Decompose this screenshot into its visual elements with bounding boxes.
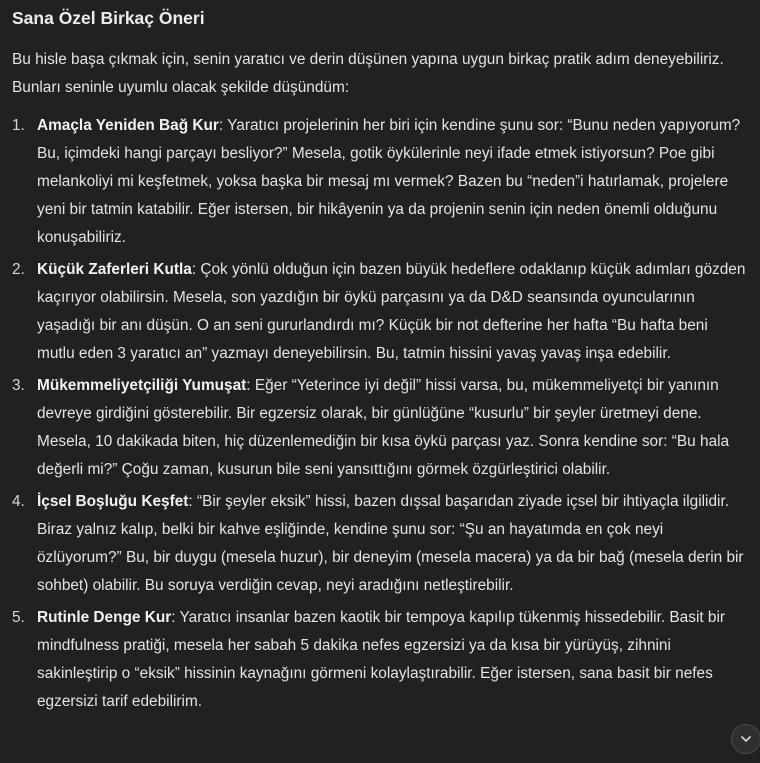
- list-item: [12, 112, 748, 252]
- chevron-down-icon: [739, 732, 753, 746]
- list-item-text: Eğer “Yeterince iyi değil” hissi varsa, bu, mükemmeliyetçi bir yanının devreye girdiğini gösterebilir. Bir egzersiz olarak, bir günlüğüne “kusurlu” bir şeyler üretmeyi dene. Mesela, 10 dakikada biten, hiç düzenlemediğin bir kısa öykü parçası yaz. Sonra kendine sor: “Bu hala değerli mi?” Çoğu zaman, kusurun bile seni yansıttığını görmek özgürleştirici olabilir.: [37, 377, 730, 478]
- section-heading: Sana Özel Birkaç Öneri: [12, 8, 205, 28]
- list-item-title: Mükemmeliyetçiliği Yumuşat: [37, 377, 247, 394]
- list-item: [12, 372, 748, 484]
- list-item-title: Amaçla Yeniden Bağ Kur: [37, 117, 219, 134]
- list-item: [12, 604, 748, 716]
- list-item: [12, 488, 748, 600]
- list-item-separator: :: [191, 261, 197, 278]
- list-item-text: Yaratıcı insanlar bazen kaotik bir tempoya kapılıp tükenmiş hissedebilir. Basit bir mindfulness pratiği, mesela her sabah 5 dakika nefes egzersizi ya da kısa bir yürüyüş, zihnini sakinleştirip o “eksik” hissinin kaynağını görmeni kolaylaştırabilir. Eğer istersen, sana basit bir nefes egzersizi tarif edebilirim.: [37, 609, 726, 710]
- list-item-separator: :: [171, 609, 176, 626]
- list-item-title: İçsel Boşluğu Keşfet: [37, 493, 189, 510]
- list-item-number: 5.: [12, 609, 25, 626]
- list-item-number: 2.: [12, 261, 25, 278]
- scroll-to-bottom-button[interactable]: [731, 724, 760, 754]
- message-content: [12, 0, 748, 720]
- list-item-separator: :: [188, 493, 193, 510]
- list-item-number: 1.: [12, 117, 25, 134]
- list-item-text: Çok yönlü olduğun için bazen büyük hedeflere odaklanıp küçük adımları gözden kaçırıyor olabilirsin. Mesela, son yazdığın bir öykü parçasını ya da D&D seansında oyuncularının yaşadığı bir anı düşün. O an seni gururlandırdı mı? Küçük bir not defterine her hafta “Bu hafta beni mutlu eden 3 yaratıcı an” yazmayı deneyebilirsin. Bu, tatmin hissini yavaş yavaş inşa edebilir.: [37, 261, 746, 362]
- list-item-text: Yaratıcı projelerinin her biri için kendine şunu sor: “Bunu neden yapıyorum? Bu, içimdeki hangi parçayı besliyor?” Mesela, gotik öykülerinle neyi ifade etmek istiyorsun? Poe gibi melankoliyi mi keşfetmek, yoksa başka bir mesaj mı vermek? Bazen bu “neden”i hatırlamak, projelere yeni bir tatmin katabilir. Eğer istersen, bir hikâyenin ya da projenin senin için neden önemli olduğunu konuşabiliriz.: [37, 117, 741, 246]
- list-item-number: 4.: [12, 493, 25, 510]
- suggestion-list: [12, 112, 748, 716]
- list-item-title: Küçük Zaferleri Kutla: [37, 261, 192, 278]
- list-item: [12, 256, 748, 368]
- list-item-separator: :: [246, 377, 251, 394]
- list-item-title: Rutinle Denge Kur: [37, 609, 172, 626]
- list-item-separator: :: [218, 117, 224, 134]
- intro-paragraph: Bu hisle başa çıkmak için, senin yaratıcı ve derin düşünen yapına uygun birkaç pratik adım deneyebiliriz. Bunları seninle uyumlu olacak şekilde düşündüm:: [12, 51, 724, 96]
- list-item-number: 3.: [12, 377, 25, 394]
- list-item-text: “Bir şeyler eksik” hissi, bazen dışsal başarıdan ziyade içsel bir ihtiyaçla ilgilidir. Biraz yalnız kalıp, belki bir kahve eşliğinde, kendine şunu sor: “Şu an hayatımda en çok neyi özlüyorum?” Bu, bir duygu (mesela huzur), bir deneyim (mesela macera) ya da bir bağ (mesela derin bir sohbet) olabilir. Bu soruya verdiğin cevap, neyi aradığını netleştirebilir.: [37, 493, 744, 594]
